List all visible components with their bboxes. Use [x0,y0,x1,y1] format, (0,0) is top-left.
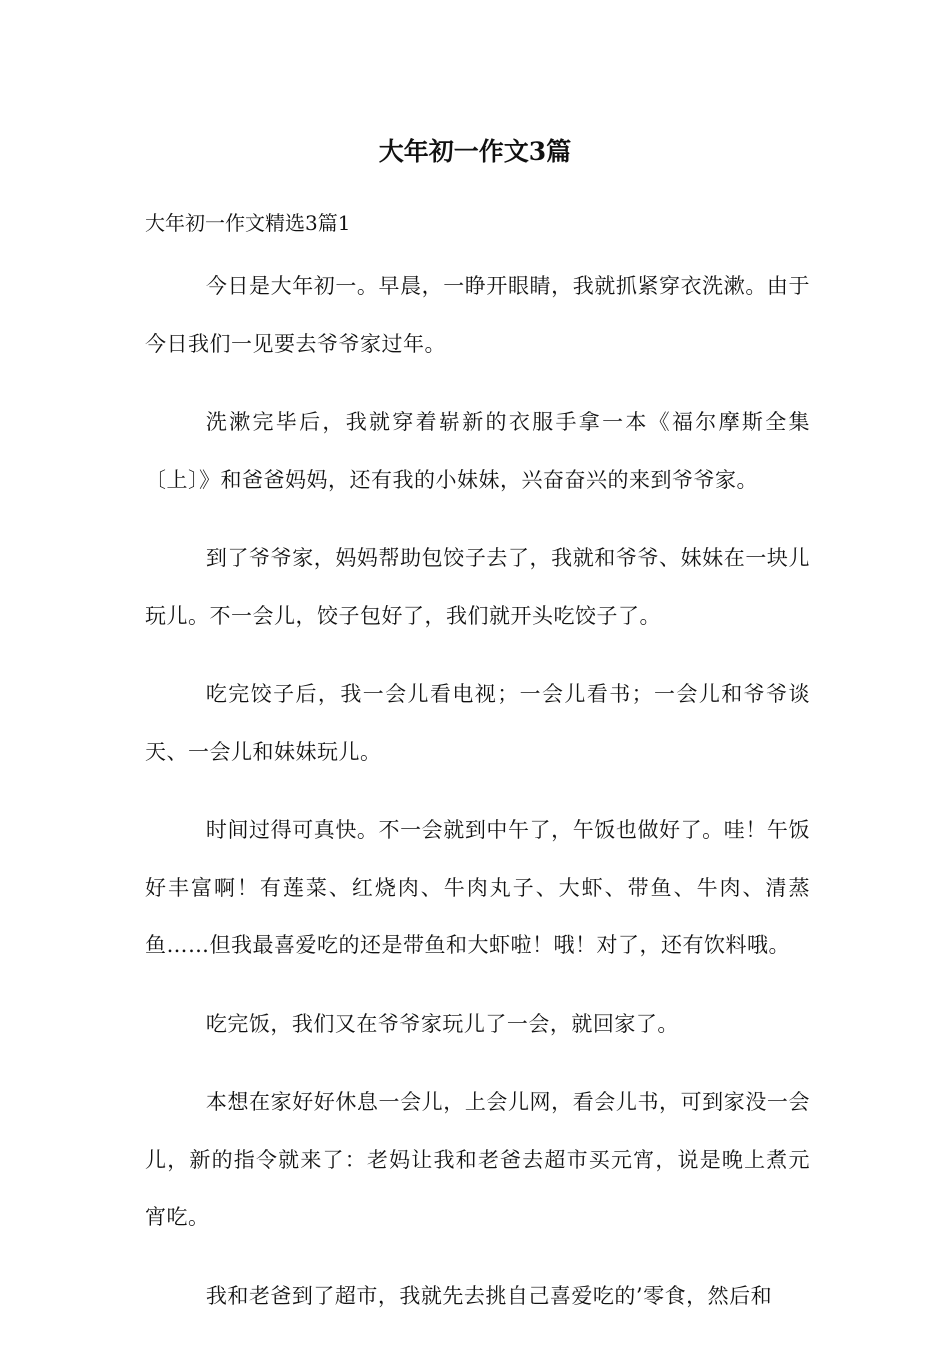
section-heading: 大年初一作文精选3篇1 [145,211,351,235]
paragraph-4: 吃完饺子后，我一会儿看电视；一会儿看书；一会儿和爷爷谈天、一会儿和妹妹玩儿。 [145,682,810,764]
paragraph-2: 洗漱完毕后，我就穿着崭新的衣服手拿一本《福尔摩斯全集〔上〕》和爸爸妈妈，还有我的小妹妹，兴奋奋兴的来到爷爷家。 [145,410,810,492]
paragraph-6: 吃完饭，我们又在爷爷家玩儿了一会，就回家了。 [205,1011,679,1036]
paragraph-7: 本想在家好好休息一会儿，上会儿网，看会儿书，可到家没一会儿，新的指令就来了：老妈让我和老爸去超市买元宵，说是晚上煮元宵吃。 [145,1090,810,1229]
paragraph-5: 时间过得可真快。不一会就到中午了，午饭也做好了。哇！午饭好丰富啊！有莲菜、红烧肉、牛肉丸子、大虾、带鱼、牛肉、清蒸鱼……但我最喜爱吃的还是带鱼和大虾啦！哦！对了，还有饮料哦。 [145,818,810,957]
paragraph-3: 到了爷爷家，妈妈帮助包饺子去了，我就和爷爷、妹妹在一块儿玩儿。不一会儿，饺子包好了，我们就开头吃饺子了。 [145,546,810,628]
paragraph-1: 今日是大年初一。早晨，一睁开眼睛，我就抓紧穿衣洗漱。由于今日我们一见要去爷爷家过年。 [145,274,810,356]
document-body [145,258,810,1346]
paragraph-8: 我和老爸到了超市，我就先去挑自己喜爱吃的’零食，然后和 [205,1283,773,1308]
document-title: 大年初一作文3篇 [378,137,572,166]
